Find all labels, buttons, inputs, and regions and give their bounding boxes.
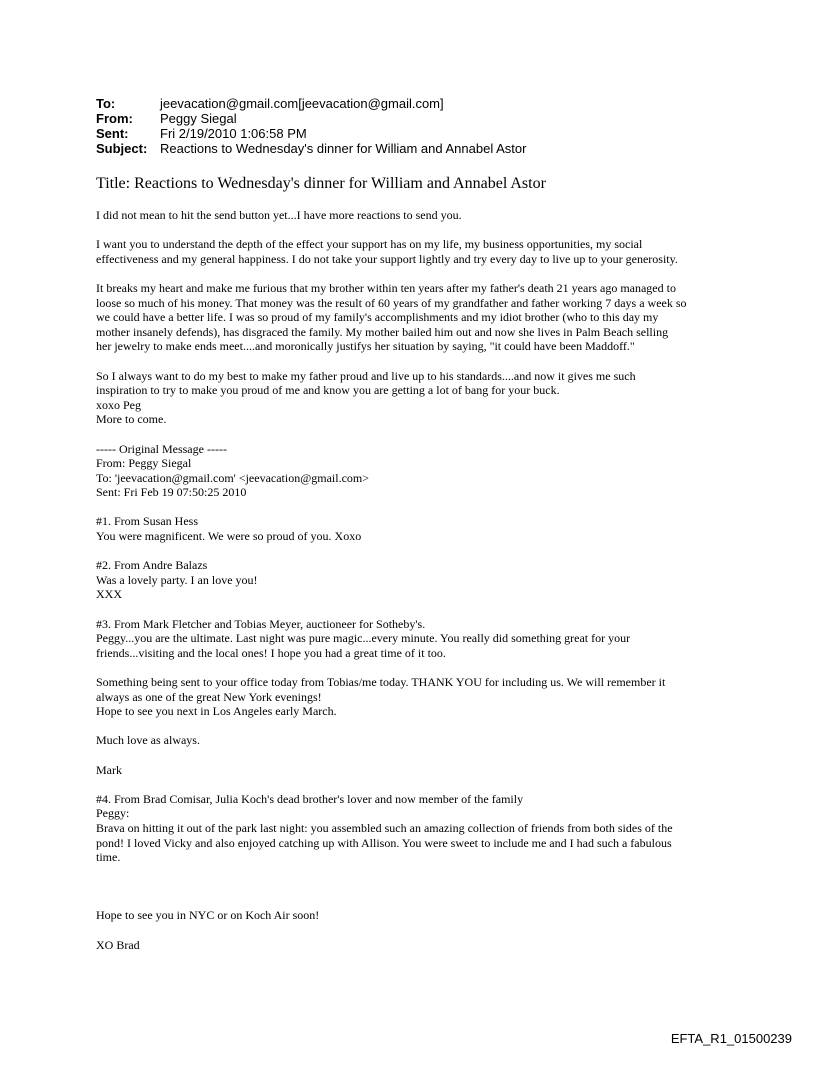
subject-label: Subject: — [96, 141, 148, 156]
sent-value: Fri 2/19/2010 1:06:58 PM — [160, 126, 307, 141]
to-row — [96, 96, 526, 111]
paragraph — [96, 237, 736, 266]
from-value: Peggy Siegal — [160, 111, 237, 126]
text-line: I did not mean to hit the send button yet...I have more reactions to send you. — [96, 208, 462, 222]
text-line: mother insanely defends), has disgraced the family. My mother bailed him out and now she lives in Palm Beach selling — [96, 324, 669, 339]
subject-row — [96, 141, 526, 156]
paragraph — [96, 733, 736, 748]
reaction-4 — [96, 792, 736, 865]
reaction-1 — [96, 514, 736, 543]
original-from: From: Peggy Siegal — [96, 456, 192, 471]
original-sent: Sent: Fri Feb 19 07:50:25 2010 — [96, 485, 247, 500]
text-line: I want you to understand the depth of the effect your support has on my life, my business opportunities, my social — [96, 237, 643, 252]
text-line: So I always want to do my best to make my father proud and live up to his standards....and now it gives me such — [96, 368, 636, 383]
from-row — [96, 111, 526, 126]
text-line: Peggy...you are the ultimate. Last night was pure magic...every minute. You really did something great for your — [96, 631, 631, 646]
to-value: jeevacation@gmail.com[jeevacation@gmail.com] — [160, 96, 444, 111]
paragraph — [96, 208, 736, 223]
text-line: Hope to see you next in Los Angeles early March. — [96, 704, 337, 719]
sent-row — [96, 126, 526, 141]
text-line: her jewelry to make ends meet....and moronically justifys her situation by saying, "it could have been Maddoff." — [96, 339, 635, 354]
text-line: loose so much of his money. That money was the result of 60 years of my grandfather and father working 7 days a week so — [96, 295, 687, 310]
signoff: XO Brad — [96, 937, 140, 952]
spacer — [96, 865, 736, 894]
spacer — [96, 894, 736, 909]
text-line: You were magnificent. We were so proud of you. Xoxo — [96, 529, 362, 544]
text-line: More to come. — [96, 412, 167, 427]
subject-value: Reactions to Wednesday's dinner for William and Annabel Astor — [160, 141, 527, 156]
text-line: inspiration to try to make you proud of me and know you are getting a lot of bang for your buck. — [96, 383, 560, 398]
paragraph — [96, 938, 736, 953]
message-title: Title: Reactions to Wednesday's dinner for William and Annabel Astor — [96, 175, 546, 192]
text-line: Was a lovely party. I an love you! — [96, 572, 258, 587]
text-line: Peggy: — [96, 806, 130, 821]
reaction-heading: #2. From Andre Balazs — [96, 558, 208, 573]
text-line: Something being sent to your office today from Tobias/me today. THANK YOU for including us. We will remember it — [96, 675, 666, 689]
paragraph — [96, 281, 736, 354]
signoff: xoxo Peg — [96, 397, 141, 412]
original-to: To: 'jeevacation@gmail.com' <jeevacation@gmail.com> — [96, 470, 370, 485]
reaction-heading: #3. From Mark Fletcher and Tobias Meyer, auctioneer for Sotheby's. — [96, 616, 426, 631]
text-line: XXX — [96, 587, 122, 602]
from-label: From: — [96, 111, 133, 126]
reaction-3 — [96, 617, 736, 661]
document-id: EFTA_R1_01500239 — [670, 1031, 792, 1046]
signoff: Mark — [96, 762, 122, 777]
paragraph — [96, 908, 736, 923]
to-label: To: — [96, 96, 116, 111]
reaction-heading: #4. From Brad Comisar, Julia Koch's dead brother's lover and now member of the family — [96, 791, 524, 806]
reaction-heading: #1. From Susan Hess — [96, 514, 199, 529]
original-divider: ----- Original Message ----- — [96, 441, 227, 456]
text-line: effectiveness and my general happiness. I do not take your support lightly and try every day to live up to your generosity. — [96, 251, 678, 266]
text-line: Much love as always. — [96, 733, 200, 748]
original-message-header — [96, 442, 736, 500]
text-line: Brava on hitting it out of the park last night: you assembled such an amazing collection of friends from both sides of the — [96, 820, 673, 835]
text-line: time. — [96, 850, 121, 865]
text-line: we could have a better life. I was so proud of my family's accomplishments and my idiot brother (who to this day my — [96, 310, 659, 325]
paragraph — [96, 675, 736, 719]
text-line: friends...visiting and the local ones! I hope you had a great time of it too. — [96, 645, 446, 660]
reaction-2 — [96, 558, 736, 602]
email-header — [96, 96, 526, 156]
text-line: It breaks my heart and make me furious that my brother within ten years after my father's death 21 years ago managed to — [96, 280, 676, 295]
message-body — [96, 208, 736, 967]
text-line: always as one of the great New York evenings! — [96, 689, 322, 704]
sent-label: Sent: — [96, 126, 129, 141]
text-line: pond! I loved Vicky and also enjoyed catching up with Allison. You were sweet to include me and I had such a fabulous — [96, 835, 672, 850]
paragraph — [96, 369, 736, 427]
text-line: Hope to see you in NYC or on Koch Air soon! — [96, 908, 320, 923]
paragraph — [96, 763, 736, 778]
